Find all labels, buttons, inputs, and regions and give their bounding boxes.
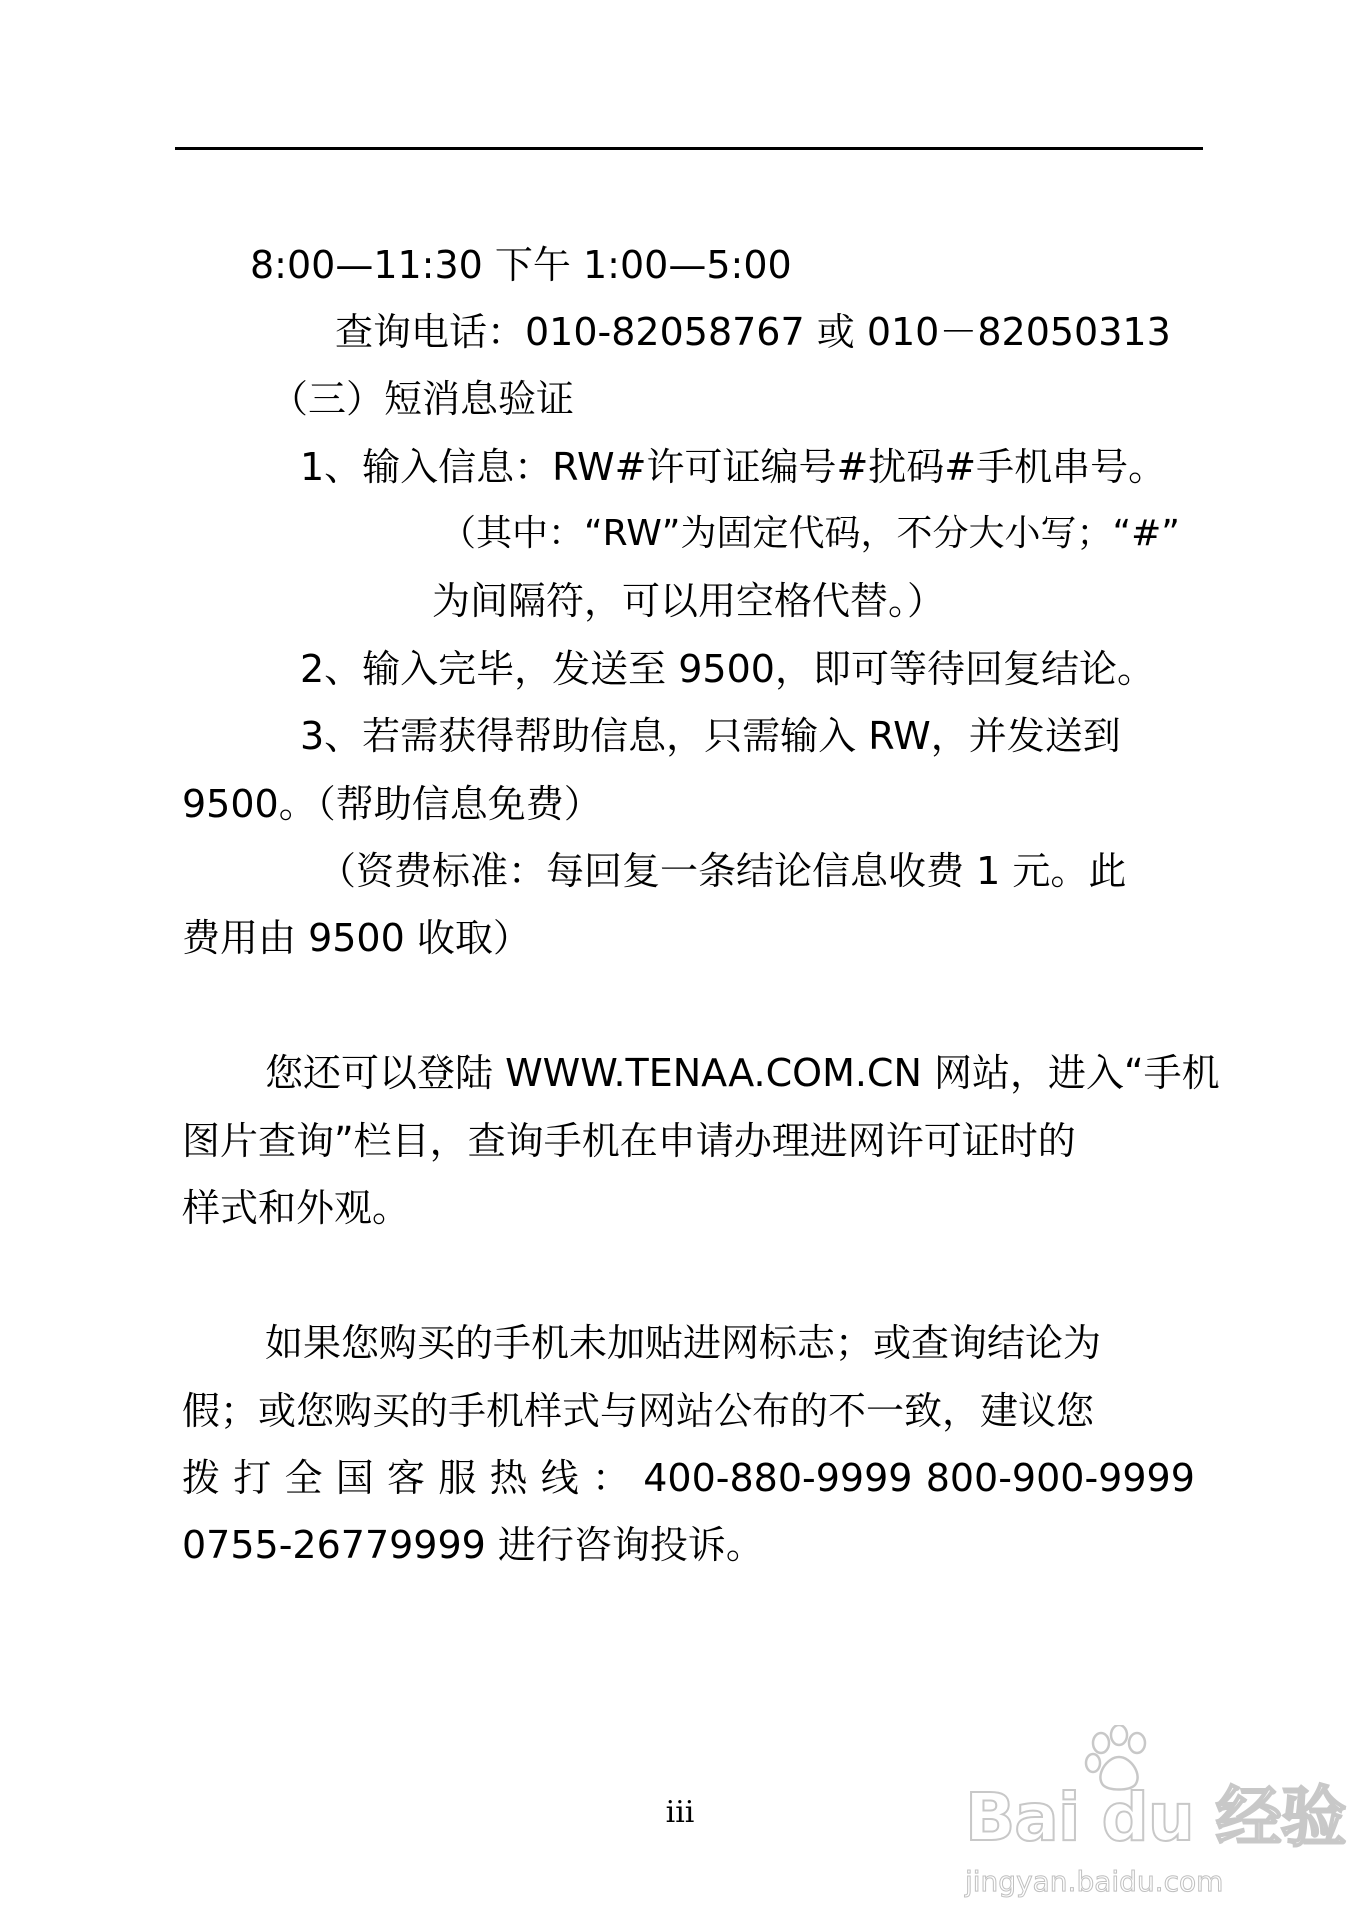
watermark-url: jingyan.baidu.com	[965, 1865, 1224, 1898]
hotline-number-2: 800-900-9999	[925, 1456, 1195, 1500]
text-line-fee-cont: 费用由 9500 收取）	[182, 916, 531, 960]
text-line-hotlines	[182, 1453, 1195, 1503]
hotline-number-1: 400-880-9999	[643, 1456, 913, 1500]
text-line-step3-cont: 9500。（帮助信息免费）	[182, 782, 602, 826]
hotline-char: 拨	[182, 1456, 221, 1500]
hotline-char: ：	[592, 1456, 631, 1500]
text-line-complaint1: 如果您购买的手机未加贴进网标志；或查询结论为	[265, 1321, 1102, 1365]
text-line-website1: 您还可以登陆 WWW.TENAA.COM.CN 网站，进入“手机	[265, 1051, 1220, 1095]
header-rule	[175, 147, 1203, 150]
text-line-phone: 查询电话：010-82058767 或 010－82050313	[335, 310, 1171, 354]
text-line-note2: 为间隔符，可以用空格代替。）	[432, 579, 946, 623]
text-line-hours: 8:00—11:30 下午 1:00—5:00	[250, 243, 792, 287]
hotline-char: 服	[438, 1456, 477, 1500]
text-line-step3: 3、若需获得帮助信息，只需输入 RW，并发送到	[300, 714, 1121, 758]
hotline-char: 客	[387, 1456, 426, 1500]
text-line-fee: （资费标准：每回复一条结论信息收费 1 元。此	[318, 849, 1127, 893]
text-line-website3: 样式和外观。	[182, 1186, 411, 1230]
section-heading-sms: （三）短消息验证	[270, 377, 575, 421]
text-line-complaint4: 0755-26779999 进行咨询投诉。	[182, 1523, 764, 1567]
hotline-char: 全	[284, 1456, 323, 1500]
page-number: iii	[665, 1795, 695, 1830]
watermark-logo: Bai du 经验	[965, 1779, 1346, 1856]
baidu-jingyan-watermark	[965, 1725, 1346, 1910]
hotline-char: 线	[540, 1456, 579, 1500]
hotline-char: 热	[489, 1456, 528, 1500]
hotline-char: 打	[233, 1456, 272, 1500]
text-line-note1: （其中：“RW”为固定代码，不分大小写；“#”	[440, 513, 1180, 554]
text-line-complaint2: 假；或您购买的手机样式与网站公布的不一致，建议您	[182, 1389, 1095, 1433]
text-line-step1: 1、输入信息：RW#许可证编号#扰码#手机串号。	[300, 445, 1167, 489]
text-line-website2: 图片查询”栏目，查询手机在申请办理进网许可证时的	[182, 1119, 1076, 1163]
hotline-char: 国	[335, 1456, 374, 1500]
text-line-step2: 2、输入完毕，发送至 9500，即可等待回复结论。	[300, 647, 1155, 691]
